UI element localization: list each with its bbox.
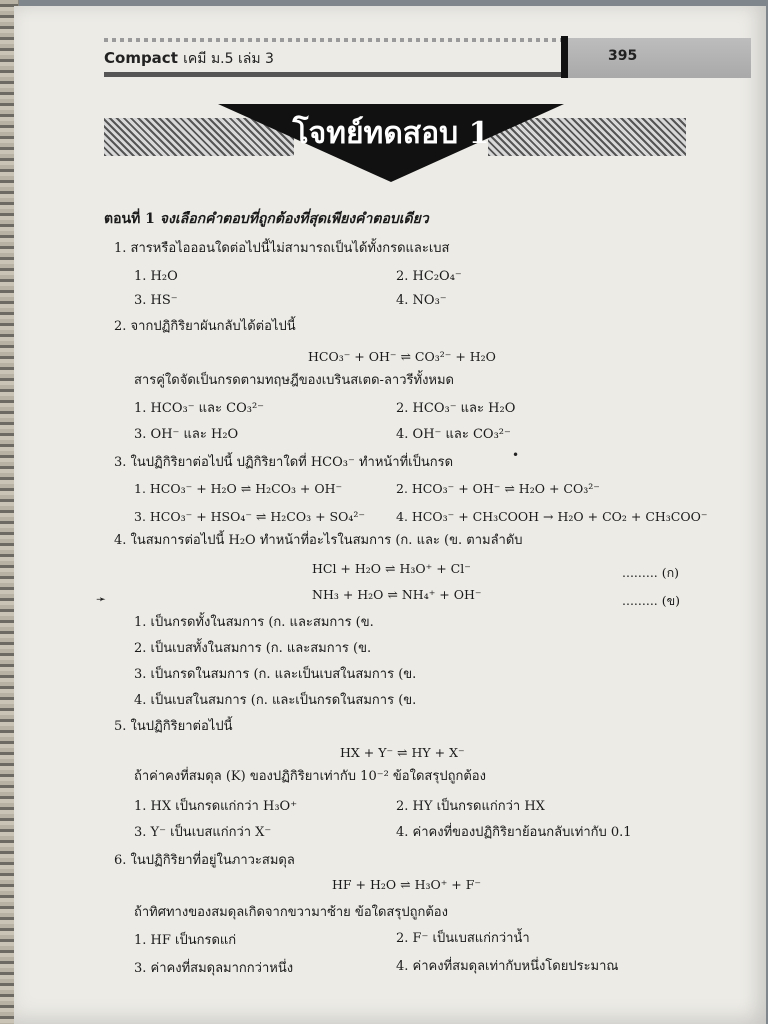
question-number: 5. [114,719,127,734]
q5-stem-2: ถ้าค่าคงที่สมดุล (K) ของปฏิกิริยาเท่ากับ 10⁻² ข้อใดสรุปถูกต้อง [134,769,486,784]
q6-option-2: 2. F⁻ เป็นเบสแก่กว่าน้ำ [396,931,530,946]
page-number: 395 [608,48,638,64]
question-stem: ในสมการต่อไปนี้ H₂O ทำหน้าที่อะไรในสมการ (ก. และ (ข. ตามลำดับ [130,533,523,548]
question-4 [114,532,523,550]
q6-option-4: 4. ค่าคงที่สมดุลเท่ากับหนึ่งโดยประมาณ [396,959,619,974]
question-6 [114,852,295,870]
banner-title: โจทย์ทดสอบ 1 [292,116,490,151]
question-stem: สารหรือไอออนใดต่อไปนี้ไม่สามารถเป็นได้ทั้งกรดและเบส [130,241,450,256]
question-stem: ในปฏิกิริยาที่อยู่ในภาวะสมดุล [130,853,295,868]
section-instruction: จงเลือกคำตอบที่ถูกต้องที่สุดเพียงคำตอบเดียว [159,211,429,227]
question-number: 6. [114,853,127,868]
page-number-bar [561,36,568,78]
question-number: 1. [114,241,127,256]
header-dotted-rule [104,38,562,42]
page-number-box [565,38,751,78]
q4-label-b: ......... (ข) [622,593,681,608]
section-heading [104,210,429,228]
q5-option-4: 4. ค่าคงที่ของปฏิกิริยาย้อนกลับเท่ากับ 0.1 [396,825,632,840]
question-stem: ในปฏิกิริยาต่อไปนี้ ปฏิกิริยาใดที่ HCO₃⁻ ทำหน้าที่เป็นกรด [130,455,454,470]
q1-option-1: 1. H₂O [134,269,178,284]
book-title [104,48,274,70]
q4-equation-b: NH₃ + H₂O ⇌ NH₄⁺ + OH⁻ [312,587,482,602]
q6-stem-2: ถ้าทิศทางของสมดุลเกิดจากขวามาซ้าย ข้อใดสรุปถูกต้อง [134,905,448,920]
question-1 [114,240,450,258]
q6-option-1: 1. HF เป็นกรดแก่ [134,933,237,948]
q3-option-1: 1. HCO₃⁻ + H₂O ⇌ H₂CO₃ + OH⁻ [134,481,343,496]
q2-equation: HCO₃⁻ + OH⁻ ⇌ CO₃²⁻ + H₂O [308,349,496,364]
q2-stem-2: สารคู่ใดจัดเป็นกรดตามทฤษฎีของเบรินสเตด-ลาวรีทั้งหมด [134,373,454,388]
q4-option-2: 2. เป็นเบสทั้งในสมการ (ก. และสมการ (ข. [134,641,372,656]
q2-option-3: 3. OH⁻ และ H₂O [134,427,239,442]
question-stem: ในปฏิกิริยาต่อไปนี้ [130,719,233,734]
q3-option-3: 3. HCO₃⁻ + HSO₄⁻ ⇌ H₂CO₃ + SO₄²⁻ [134,509,365,524]
q1-option-4: 4. NO₃⁻ [396,293,447,308]
question-5 [114,718,232,736]
q3-option-4: 4. HCO₃⁻ + CH₃COOH → H₂O + CO₂ + CH₃COO⁻ [396,509,708,524]
question-stem: จากปฏิกิริยาผันกลับได้ต่อไปนี้ [130,319,296,334]
q5-option-2: 2. HY เป็นกรดแก่กว่า HX [396,799,545,814]
q3-option-2: 2. HCO₃⁻ + OH⁻ ⇌ H₂O + CO₃²⁻ [396,481,600,496]
header-rule [104,72,562,77]
question-number: 3. [114,455,127,470]
q4-option-4: 4. เป็นเบสในสมการ (ก. และเป็นกรดในสมการ (ข. [134,693,417,708]
q1-option-2: 2. HC₂O₄⁻ [396,269,462,284]
q2-option-1: 1. HCO₃⁻ และ CO₃²⁻ [134,401,265,416]
pencil-arrow-mark: ➛ [96,592,107,606]
question-3 [114,454,453,472]
question-2 [114,318,296,336]
book-title-subtitle: เคมี ม.5 เล่ม 3 [183,51,274,67]
pencil-dot-mark: • [512,448,520,462]
section-banner [218,104,564,184]
section-label: ตอนที่ 1 [104,211,155,227]
q1-option-3: 3. HS⁻ [134,293,178,308]
q6-option-3: 3. ค่าคงที่สมดุลมากกว่าหนึ่ง [134,961,294,976]
q4-option-3: 3. เป็นกรดในสมการ (ก. และเป็นเบสในสมการ (ข. [134,667,417,682]
q4-equation-a: HCl + H₂O ⇌ H₃O⁺ + Cl⁻ [312,561,471,576]
q5-option-1: 1. HX เป็นกรดแก่กว่า H₃O⁺ [134,799,298,814]
q5-equation: HX + Y⁻ ⇌ HY + X⁻ [340,745,465,760]
q4-label-a: ......... (ก) [622,565,680,580]
question-number: 4. [114,533,127,548]
q6-equation: HF + H₂O ⇌ H₃O⁺ + F⁻ [332,877,482,892]
q4-option-1: 1. เป็นกรดทั้งในสมการ (ก. และสมการ (ข. [134,615,374,630]
q2-option-2: 2. HCO₃⁻ และ H₂O [396,401,516,416]
question-number: 2. [114,319,127,334]
q5-option-3: 3. Y⁻ เป็นเบสแก่กว่า X⁻ [134,825,272,840]
book-title-name: Compact [104,49,178,67]
q2-option-4: 4. OH⁻ และ CO₃²⁻ [396,427,511,442]
